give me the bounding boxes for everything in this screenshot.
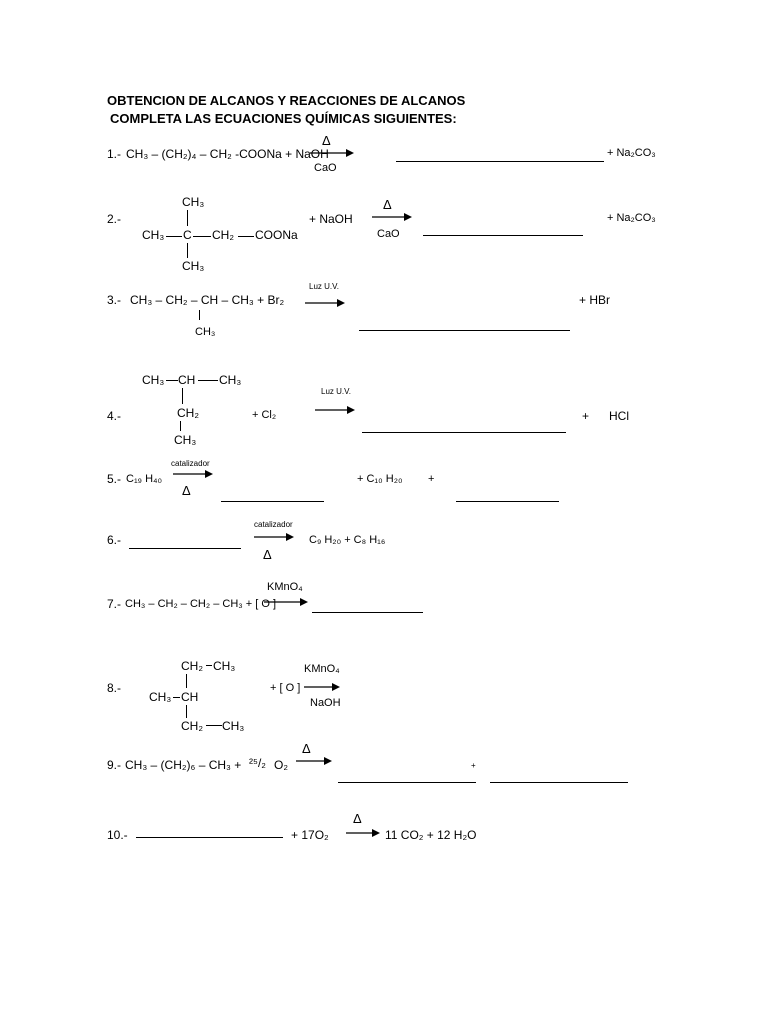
q4-ch3-right: CH₃ xyxy=(219,373,242,387)
q2-coona: COONa xyxy=(255,228,298,242)
q9-delta: Δ xyxy=(302,741,311,756)
q10-answer-blank[interactable] xyxy=(136,837,283,838)
q1-delta: Δ xyxy=(322,133,331,148)
q6-delta: Δ xyxy=(263,547,272,562)
q10-number: 10.- xyxy=(107,828,128,842)
q8-ch: CH xyxy=(181,690,199,704)
q1-equation: CH₃ – (CH₂)₄ – CH₂ -COONa + NaOH xyxy=(126,147,329,161)
q2-bond-top xyxy=(187,210,188,226)
q2-product: + Na₂CO₃ xyxy=(607,212,656,224)
q5-reactant: C₁₉ H₄₀ xyxy=(126,473,163,485)
q9-oxygen: O₂ xyxy=(274,758,288,772)
q2-answer-blank[interactable] xyxy=(423,235,583,236)
q8-base: NaOH xyxy=(310,697,341,709)
q8-ch3-top: CH₃ xyxy=(213,659,236,673)
q5-answer-blank-2[interactable] xyxy=(456,501,559,502)
q2-bond-coona xyxy=(238,236,254,237)
q4-ch2: CH₂ xyxy=(177,406,199,420)
q4-ch3-bottom: CH₃ xyxy=(174,433,197,447)
q1-answer-blank[interactable] xyxy=(396,161,604,162)
q5-answer-blank-1[interactable] xyxy=(221,501,324,502)
q4-reagent: + Cl₂ xyxy=(252,409,277,421)
q2-ch3-left: CH₃ xyxy=(142,228,165,242)
q8-ch3-left: CH₃ xyxy=(149,690,172,704)
q9-answer-blank-1[interactable] xyxy=(338,782,476,783)
q2-ch3-top: CH₃ xyxy=(182,195,205,209)
q2-arrow-icon xyxy=(372,212,412,222)
q4-bond-bottom xyxy=(180,421,181,431)
q9-number: 9.- xyxy=(107,758,122,772)
q2-bond-bottom xyxy=(187,243,188,258)
q9-equation: CH₃ – (CH₂)₆ – CH₃ + xyxy=(125,758,242,772)
q4-ch: CH xyxy=(178,373,196,387)
q3-product: + HBr xyxy=(579,293,611,307)
q3-branch-bond xyxy=(199,310,200,320)
q3-equation: CH₃ – CH₂ – CH – CH₃ + Br₂ xyxy=(130,293,285,307)
q2-catalyst: CaO xyxy=(377,228,400,240)
q8-reagent: + [ O ] xyxy=(270,682,301,694)
q10-products: 11 CO₂ + 12 H₂O xyxy=(385,828,477,842)
q2-number: 2.- xyxy=(107,212,122,226)
q6-arrow-icon xyxy=(254,532,294,542)
q7-equation: CH₃ – CH₂ – CH₂ – CH₃ + [ O ] xyxy=(125,598,277,610)
q2-ch2: CH₂ xyxy=(212,228,234,242)
q8-bond-up xyxy=(186,674,187,688)
q6-answer-blank[interactable] xyxy=(129,548,241,549)
q8-ch2-top: CH₂ xyxy=(181,659,203,673)
q9-answer-blank-2[interactable] xyxy=(490,782,628,783)
q8-ch2-bottom: CH₂ xyxy=(181,719,203,733)
q7-answer-blank[interactable] xyxy=(312,612,423,613)
q9-coefficient: ²⁵/₂ xyxy=(249,756,266,770)
q8-arrow-icon xyxy=(304,682,340,692)
q8-oxidant: KMnO₄ xyxy=(304,663,340,675)
q5-middle: + C₁₀ H₂₀ xyxy=(357,473,403,485)
q4-plus: + xyxy=(582,409,590,423)
q10-delta: Δ xyxy=(353,811,362,826)
q7-number: 7.- xyxy=(107,597,122,611)
q2-delta: Δ xyxy=(383,197,392,212)
q9-plus: + xyxy=(471,761,476,770)
q5-number: 5.- xyxy=(107,472,122,486)
q1-arrow-icon xyxy=(310,148,354,158)
q7-oxidant: KMnO₄ xyxy=(267,581,303,593)
q4-bond-right xyxy=(198,380,218,381)
q10-reagent: + 17O₂ xyxy=(291,828,329,842)
q3-condition: Luz U.V. xyxy=(309,282,339,291)
q5-arrow-icon xyxy=(173,469,213,479)
q8-ch3-bottom: CH₃ xyxy=(222,719,245,733)
q8-bond-down xyxy=(186,705,187,718)
q1-number: 1.- xyxy=(107,147,122,161)
q5-delta: Δ xyxy=(182,483,191,498)
q2-ch3-bottom: CH₃ xyxy=(182,259,205,273)
q4-arrow-icon xyxy=(315,405,355,415)
q4-bond-down xyxy=(182,388,183,404)
q6-products: C₉ H₂₀ + C₈ H₁₆ xyxy=(309,534,386,546)
q4-bond-left xyxy=(166,380,178,381)
q3-arrow-icon xyxy=(305,298,345,308)
q2-carbon: C xyxy=(183,228,192,242)
q3-branch: CH₃ xyxy=(195,326,216,338)
q4-ch3-left: CH₃ xyxy=(142,373,165,387)
q5-plus: + xyxy=(428,473,435,485)
q6-number: 6.- xyxy=(107,533,122,547)
q9-arrow-icon xyxy=(296,756,332,766)
q1-catalyst: CaO xyxy=(314,162,337,174)
q4-condition: Luz U.V. xyxy=(321,387,351,396)
q5-catalyst: catalizador xyxy=(171,459,210,468)
q2-bond-left xyxy=(166,236,182,237)
q10-arrow-icon xyxy=(346,828,380,838)
q8-number: 8.- xyxy=(107,681,122,695)
q3-number: 3.- xyxy=(107,293,122,307)
title-line-2: COMPLETA LAS ECUACIONES QUÍMICAS SIGUIENTES: xyxy=(110,111,457,126)
q8-bond-top-right xyxy=(206,665,212,666)
title-line-1: OBTENCION DE ALCANOS Y REACCIONES DE ALCANOS xyxy=(107,93,466,108)
q3-answer-blank[interactable] xyxy=(359,330,570,331)
q8-bond-bottom-right xyxy=(206,725,222,726)
q6-catalyst: catalizador xyxy=(254,520,293,529)
q8-bond-left xyxy=(173,697,180,698)
q2-bond-right xyxy=(193,236,211,237)
q1-product: + Na₂CO₃ xyxy=(607,147,656,159)
q4-product: HCl xyxy=(609,409,629,423)
q4-answer-blank[interactable] xyxy=(362,432,566,433)
q2-reagent: + NaOH xyxy=(309,212,353,226)
q4-number: 4.- xyxy=(107,409,122,423)
q7-arrow-icon xyxy=(264,597,308,607)
